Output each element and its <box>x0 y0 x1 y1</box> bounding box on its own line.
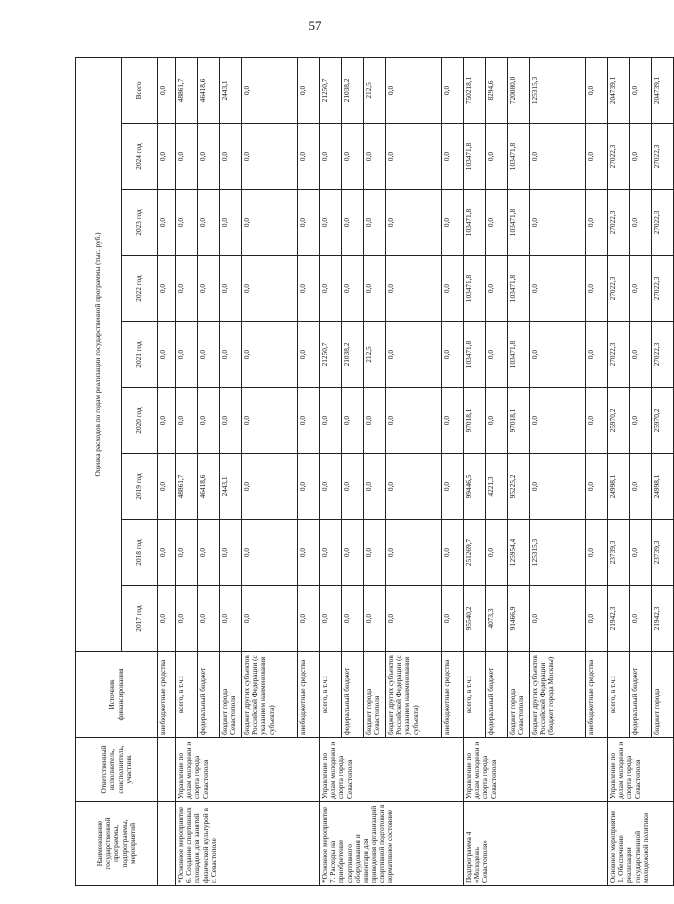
row-value-cell: 0,0 <box>386 388 442 454</box>
row-name-cell: *Основное мероприятие 7. Расходы на приобретение спортивного оборудования и инвентаря для приведения организаций спортивной подготовки в нормативное состояние <box>320 802 464 886</box>
row-value-cell: 750218,1 <box>464 57 486 123</box>
row-executor-cell <box>158 738 176 802</box>
row-value-cell: 0,0 <box>242 124 298 190</box>
row-source-cell: внебюджетные средства <box>586 652 608 738</box>
row-value-cell: 0,0 <box>176 124 198 190</box>
row-value-cell: 0,0 <box>364 454 386 520</box>
row-value-cell: 0,0 <box>198 388 220 454</box>
row-value-cell: 0,0 <box>630 256 652 322</box>
header-year: 2019 год <box>122 454 158 520</box>
row-value-cell: 0,0 <box>176 256 198 322</box>
row-value-cell: 0,0 <box>586 454 608 520</box>
row-value-cell: 0,0 <box>176 388 198 454</box>
row-value-cell: 0,0 <box>298 256 320 322</box>
row-value-cell: 0,0 <box>320 586 342 652</box>
row-source-cell: всего, в т.ч.: <box>608 652 630 738</box>
row-value-cell: 0,0 <box>242 256 298 322</box>
row-value-cell: 0,0 <box>342 124 364 190</box>
row-executor-cell: Управление по делам молодежи и спорта города Севастополя <box>464 738 608 802</box>
row-value-cell: 251269,7 <box>464 520 486 586</box>
row-value-cell: 95540,2 <box>464 586 486 652</box>
row-value-cell: 0,0 <box>586 190 608 256</box>
row-value-cell: 24998,1 <box>608 454 630 520</box>
row-value-cell: 204739,1 <box>608 57 630 123</box>
row-value-cell: 91466,9 <box>508 586 530 652</box>
row-source-cell: федеральный бюджет <box>198 652 220 738</box>
row-value-cell: 0,0 <box>198 256 220 322</box>
row-value-cell: 103471,8 <box>508 124 530 190</box>
row-value-cell: 0,0 <box>586 586 608 652</box>
row-source-cell: бюджет города Севастополя <box>364 652 386 738</box>
row-value-cell: 0,0 <box>298 124 320 190</box>
row-value-cell: 0,0 <box>242 57 298 123</box>
row-value-cell: 0,0 <box>386 190 442 256</box>
header-estimate: Оценка расходов по годам реализации государственной программы (тыс. руб.) <box>76 57 122 651</box>
row-value-cell: 0,0 <box>530 388 586 454</box>
row-value-cell: 0,0 <box>342 454 364 520</box>
row-value-cell: 0,0 <box>364 124 386 190</box>
table-row <box>158 57 176 885</box>
row-value-cell: 0,0 <box>486 256 508 322</box>
row-value-cell: 46418,6 <box>198 57 220 123</box>
row-value-cell: 0,0 <box>442 124 464 190</box>
row-value-cell: 0,0 <box>298 388 320 454</box>
row-value-cell: 0,0 <box>586 124 608 190</box>
row-value-cell: 21038,2 <box>342 57 364 123</box>
row-value-cell: 0,0 <box>486 388 508 454</box>
row-value-cell: 0,0 <box>242 322 298 388</box>
row-value-cell: 0,0 <box>586 322 608 388</box>
row-value-cell: 25970,2 <box>652 388 674 454</box>
row-value-cell: 0,0 <box>364 388 386 454</box>
header-year: Всего <box>122 57 158 123</box>
row-value-cell: 0,0 <box>386 124 442 190</box>
row-value-cell: 0,0 <box>320 454 342 520</box>
row-value-cell: 0,0 <box>320 520 342 586</box>
row-value-cell: 0,0 <box>220 322 242 388</box>
row-value-cell: 0,0 <box>342 190 364 256</box>
row-value-cell: 0,0 <box>220 586 242 652</box>
row-value-cell: 0,0 <box>630 388 652 454</box>
row-value-cell: 212,5 <box>364 322 386 388</box>
row-source-cell: всего, в т.ч.: <box>320 652 342 738</box>
row-source-cell: бюджет других субъектов Российской Федерации (с указанием наименования субъекта) <box>386 652 442 738</box>
row-value-cell: 103471,8 <box>508 322 530 388</box>
row-value-cell: 97018,1 <box>464 388 486 454</box>
row-value-cell: 0,0 <box>364 586 386 652</box>
row-value-cell: 0,0 <box>158 124 176 190</box>
row-value-cell: 0,0 <box>242 190 298 256</box>
row-value-cell: 0,0 <box>198 586 220 652</box>
row-value-cell: 0,0 <box>630 190 652 256</box>
row-value-cell: 21942,3 <box>652 586 674 652</box>
row-value-cell: 0,0 <box>158 256 176 322</box>
row-value-cell: 0,0 <box>630 454 652 520</box>
row-value-cell: 0,0 <box>242 454 298 520</box>
row-value-cell: 8294,6 <box>486 57 508 123</box>
row-value-cell: 103471,8 <box>464 256 486 322</box>
row-source-cell: бюджет города <box>652 652 674 738</box>
row-value-cell: 0,0 <box>198 124 220 190</box>
row-value-cell: 27022,3 <box>652 256 674 322</box>
header-year: 2024 год <box>122 124 158 190</box>
row-value-cell: 103471,8 <box>464 124 486 190</box>
row-value-cell: 0,0 <box>220 256 242 322</box>
row-value-cell: 0,0 <box>386 57 442 123</box>
header-year: 2018 год <box>122 520 158 586</box>
row-source-cell: бюджет других субъектов Российской Федерации (с указанием наименования субъекта) <box>242 652 298 738</box>
table-row <box>320 57 342 885</box>
row-value-cell: 21250,7 <box>320 57 342 123</box>
row-value-cell: 0,0 <box>630 57 652 123</box>
row-value-cell: 0,0 <box>242 520 298 586</box>
row-value-cell: 0,0 <box>630 586 652 652</box>
row-value-cell: 103471,8 <box>508 256 530 322</box>
header-name: Наименование государственной программы, подпрограммы, мероприятий <box>76 802 158 886</box>
row-value-cell: 48861,7 <box>176 57 198 123</box>
row-value-cell: 0,0 <box>486 124 508 190</box>
row-value-cell: 0,0 <box>530 256 586 322</box>
row-value-cell: 0,0 <box>298 454 320 520</box>
row-value-cell: 0,0 <box>220 124 242 190</box>
row-value-cell: 204739,1 <box>652 57 674 123</box>
row-value-cell: 21038,2 <box>342 322 364 388</box>
row-value-cell: 103471,8 <box>464 190 486 256</box>
row-value-cell: 21250,7 <box>320 322 342 388</box>
row-value-cell: 0,0 <box>198 520 220 586</box>
table-row <box>464 57 486 885</box>
row-value-cell: 0,0 <box>442 57 464 123</box>
row-value-cell: 0,0 <box>220 388 242 454</box>
row-value-cell: 0,0 <box>342 388 364 454</box>
row-value-cell: 0,0 <box>486 190 508 256</box>
header-year: 2017 год <box>122 586 158 652</box>
row-executor-cell: Управление по делам молодежи и спорта города Севастополя <box>320 738 464 802</box>
row-name-cell: Основное мероприятие 1. Обеспечение реализации государственной молодежной политики <box>608 802 674 886</box>
row-value-cell: 0,0 <box>176 520 198 586</box>
row-value-cell: 125315,3 <box>530 57 586 123</box>
row-value-cell: 103471,8 <box>508 190 530 256</box>
row-value-cell: 46418,6 <box>198 454 220 520</box>
row-value-cell: 0,0 <box>442 256 464 322</box>
header-year: 2020 год <box>122 388 158 454</box>
row-value-cell: 48861,7 <box>176 454 198 520</box>
row-value-cell: 0,0 <box>530 190 586 256</box>
row-name-cell <box>158 802 176 886</box>
row-value-cell: 0,0 <box>320 190 342 256</box>
row-value-cell: 0,0 <box>386 322 442 388</box>
row-value-cell: 27022,3 <box>652 190 674 256</box>
row-value-cell: 0,0 <box>158 322 176 388</box>
row-value-cell: 0,0 <box>158 454 176 520</box>
table-body <box>158 57 674 885</box>
row-value-cell: 0,0 <box>586 57 608 123</box>
row-value-cell: 125315,3 <box>530 520 586 586</box>
row-value-cell: 0,0 <box>386 520 442 586</box>
row-value-cell: 0,0 <box>386 256 442 322</box>
row-value-cell: 0,0 <box>486 520 508 586</box>
row-executor-cell: Управление по делам молодежи и спорта города Севастополя <box>176 738 320 802</box>
row-value-cell: 4073,3 <box>486 586 508 652</box>
table-row <box>608 57 630 885</box>
row-value-cell: 0,0 <box>530 322 586 388</box>
row-value-cell: 0,0 <box>320 388 342 454</box>
row-value-cell: 0,0 <box>298 520 320 586</box>
row-value-cell: 23739,3 <box>652 520 674 586</box>
row-value-cell: 0,0 <box>320 124 342 190</box>
row-source-cell: всего, в т.ч.: <box>464 652 486 738</box>
row-value-cell: 0,0 <box>486 322 508 388</box>
row-value-cell: 27022,3 <box>652 124 674 190</box>
row-value-cell: 0,0 <box>158 520 176 586</box>
row-value-cell: 0,0 <box>176 586 198 652</box>
row-value-cell: 0,0 <box>442 190 464 256</box>
row-value-cell: 27022,3 <box>608 190 630 256</box>
row-source-cell: внебюджетные средства <box>158 652 176 738</box>
table-row <box>176 57 198 885</box>
row-value-cell: 0,0 <box>158 586 176 652</box>
row-value-cell: 25970,2 <box>608 388 630 454</box>
row-source-cell: федеральный бюджет <box>342 652 364 738</box>
row-value-cell: 0,0 <box>242 388 298 454</box>
row-value-cell: 0,0 <box>198 322 220 388</box>
row-value-cell: 0,0 <box>298 57 320 123</box>
row-value-cell: 0,0 <box>630 520 652 586</box>
row-value-cell: 0,0 <box>198 190 220 256</box>
row-value-cell: 0,0 <box>364 256 386 322</box>
row-executor-cell: Управление по делам молодежи и спорта города Севастополя <box>608 738 674 802</box>
row-value-cell: 23739,3 <box>608 520 630 586</box>
row-value-cell: 0,0 <box>298 322 320 388</box>
row-value-cell: 0,0 <box>386 454 442 520</box>
row-value-cell: 0,0 <box>442 322 464 388</box>
row-value-cell: 0,0 <box>630 322 652 388</box>
row-value-cell: 0,0 <box>176 322 198 388</box>
row-value-cell: 27022,3 <box>608 256 630 322</box>
row-value-cell: 0,0 <box>158 57 176 123</box>
row-value-cell: 0,0 <box>242 586 298 652</box>
header-executor: Ответственный исполнитель, соисполнитель, участник <box>76 738 158 802</box>
row-value-cell: 95225,2 <box>508 454 530 520</box>
row-value-cell: 97018,1 <box>508 388 530 454</box>
row-value-cell: 2443,1 <box>220 454 242 520</box>
row-value-cell: 212,5 <box>364 57 386 123</box>
row-value-cell: 0,0 <box>530 124 586 190</box>
row-source-cell: федеральный бюджет <box>630 652 652 738</box>
rotated-table-area <box>75 58 661 886</box>
row-value-cell: 2443,1 <box>220 57 242 123</box>
row-value-cell: 125954,4 <box>508 520 530 586</box>
row-source-cell: бюджет города Севастополя <box>508 652 530 738</box>
header-year: 2022 год <box>122 256 158 322</box>
row-value-cell: 0,0 <box>342 256 364 322</box>
table-header <box>76 57 158 885</box>
row-source-cell: внебюджетные средства <box>442 652 464 738</box>
row-source-cell: бюджет других субъектов Российской Федерации (бюджет города Москвы) <box>530 652 586 738</box>
row-value-cell: 0,0 <box>220 520 242 586</box>
row-value-cell: 0,0 <box>586 256 608 322</box>
row-value-cell: 0,0 <box>320 256 342 322</box>
row-value-cell: 21942,3 <box>608 586 630 652</box>
row-value-cell: 0,0 <box>530 454 586 520</box>
row-value-cell: 0,0 <box>630 124 652 190</box>
header-year: 2021 год <box>122 322 158 388</box>
budget-table <box>75 57 674 886</box>
row-name-cell: *Основное мероприятие 6. Создание спортивных площадок для занятий физической культурой в г. Севастополе <box>176 802 320 886</box>
row-value-cell: 27022,3 <box>608 322 630 388</box>
row-value-cell: 4221,3 <box>486 454 508 520</box>
row-value-cell: 0,0 <box>530 586 586 652</box>
row-value-cell: 0,0 <box>158 388 176 454</box>
row-value-cell: 0,0 <box>386 586 442 652</box>
row-value-cell: 0,0 <box>364 190 386 256</box>
row-value-cell: 0,0 <box>442 454 464 520</box>
row-source-cell: внебюджетные средства <box>298 652 320 738</box>
row-value-cell: 99446,5 <box>464 454 486 520</box>
page-number: 57 <box>308 18 322 33</box>
row-source-cell: бюджет города Севастополя <box>220 652 242 738</box>
row-source-cell: федеральный бюджет <box>486 652 508 738</box>
row-name-cell: Подпрограмма 4 «Молодежь Севастополя» <box>464 802 608 886</box>
row-value-cell: 0,0 <box>220 190 242 256</box>
row-value-cell: 720080,0 <box>508 57 530 123</box>
row-value-cell: 0,0 <box>342 520 364 586</box>
row-value-cell: 0,0 <box>298 190 320 256</box>
header-source: Источник финансирования <box>76 652 158 738</box>
row-value-cell: 0,0 <box>586 520 608 586</box>
row-value-cell: 0,0 <box>176 190 198 256</box>
row-value-cell: 0,0 <box>442 586 464 652</box>
row-value-cell: 0,0 <box>298 586 320 652</box>
row-value-cell: 0,0 <box>442 520 464 586</box>
row-value-cell: 0,0 <box>158 190 176 256</box>
rotated-table-frame <box>75 58 661 886</box>
row-value-cell: 27022,3 <box>608 124 630 190</box>
row-value-cell: 0,0 <box>586 388 608 454</box>
row-value-cell: 27022,3 <box>652 322 674 388</box>
row-value-cell: 24998,1 <box>652 454 674 520</box>
row-value-cell: 0,0 <box>342 586 364 652</box>
row-value-cell: 0,0 <box>364 520 386 586</box>
row-source-cell: всего, в т.ч.: <box>176 652 198 738</box>
row-value-cell: 0,0 <box>442 388 464 454</box>
header-year: 2023 год <box>122 190 158 256</box>
row-value-cell: 103471,8 <box>464 322 486 388</box>
